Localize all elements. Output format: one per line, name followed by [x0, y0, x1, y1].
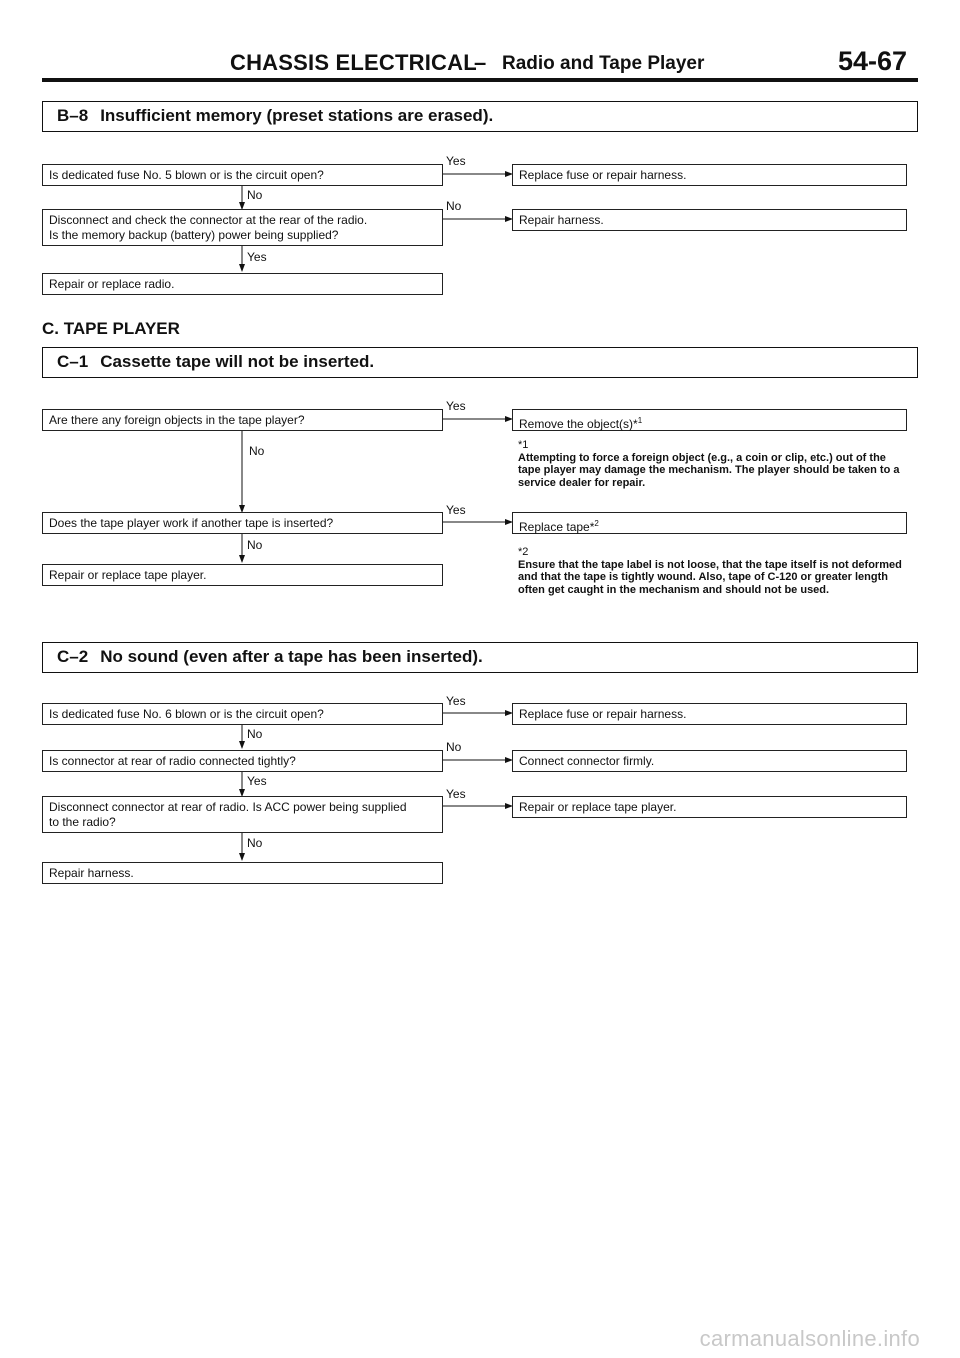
- b8-section-title: [42, 101, 918, 132]
- c1-question-2: Does the tape player work if another tape is inserted?: [42, 512, 443, 534]
- b8-question-1: Is dedicated fuse No. 5 blown or is the circuit open?: [42, 164, 443, 186]
- c2-yes-label-1: Yes: [446, 694, 466, 708]
- c1-answer-3: Repair or replace tape player.: [42, 564, 443, 586]
- c1-yes-label-1: Yes: [446, 399, 466, 413]
- c1-footnote-2: [518, 546, 910, 596]
- c2-question-2: Is connector at rear of radio connected tightly?: [42, 750, 443, 772]
- c2-code: C–2: [57, 647, 89, 666]
- b8-code: B–8: [57, 106, 89, 125]
- c1-title: Cassette tape will not be inserted.: [100, 352, 375, 371]
- c1-answer-1-footnote-ref: 1: [637, 416, 643, 425]
- c1-section-title: [42, 347, 918, 378]
- b8-question-2: [42, 209, 443, 246]
- c2-title: No sound (even after a tape has been inserted).: [100, 647, 483, 666]
- c1-question-1: Are there any foreign objects in the tape player?: [42, 409, 443, 431]
- c2-question-1: Is dedicated fuse No. 6 blown or is the circuit open?: [42, 703, 443, 725]
- c2-answer-3: Repair or replace tape player.: [512, 796, 907, 818]
- c1-footnote-1-mark: *1: [518, 439, 529, 451]
- c2-answer-4: Repair harness.: [42, 862, 443, 884]
- b8-no-label-1: No: [247, 188, 263, 202]
- c1-answer-1: [512, 409, 907, 431]
- section-title: Radio and Tape Player: [502, 53, 705, 74]
- b8-no-label-2: No: [446, 199, 462, 213]
- b8-answer-1: Replace fuse or repair harness.: [512, 164, 907, 186]
- c1-no-label-1: No: [249, 444, 265, 458]
- b8-answer-2: Repair harness.: [512, 209, 907, 231]
- c1-no-label-2: No: [247, 538, 263, 552]
- b8-question-2-line-1: Disconnect and check the connector at the rear of the radio.: [49, 213, 368, 227]
- c1-yes-label-2: Yes: [446, 503, 466, 517]
- b8-title: Insufficient memory (preset stations are erased).: [100, 106, 494, 125]
- tape-player-heading: C. TAPE PLAYER: [42, 319, 180, 338]
- c2-no-label-2: No: [446, 740, 462, 754]
- c1-footnote-2-text: Ensure that the tape label is not loose, that the tape itself is not deformed and that the tape is tightly wound. Also, tape of C-120 or greater length often get caught in the mechanism and should not be used.: [518, 558, 902, 596]
- c1-answer-2-footnote-ref: 2: [594, 519, 599, 528]
- c1-footnote-1: [518, 439, 910, 489]
- b8-question-2-line-2: Is the memory backup (battery) power being supplied?: [49, 228, 339, 242]
- site-watermark: carmanualsonline.info: [699, 1326, 920, 1351]
- c2-section-title: [42, 642, 918, 673]
- header-dash: –: [474, 50, 487, 75]
- c2-question-3-line-1: Disconnect connector at rear of radio. Is ACC power being supplied: [49, 800, 407, 814]
- c1-code: C–1: [57, 352, 89, 371]
- c2-yes-label-2: Yes: [247, 774, 267, 788]
- b8-yes-label-2: Yes: [247, 250, 267, 264]
- c2-question-3-line-2: to the radio?: [49, 815, 116, 829]
- page-number: 54-67: [838, 46, 908, 76]
- c2-answer-1: Replace fuse or repair harness.: [512, 703, 907, 725]
- c1-answer-1-text: Remove the object(s)*: [519, 417, 638, 431]
- c1-footnote-1-text: Attempting to force a foreign object (e.g., a coin or clip, etc.) out of the tape player may damage the mechanism. The player should be taken to a service dealer for repair.: [518, 451, 900, 489]
- c2-no-label-1: No: [247, 727, 263, 741]
- b8-answer-3: Repair or replace radio.: [42, 273, 443, 295]
- b8-yes-label-1: Yes: [446, 154, 466, 168]
- header-rule: [42, 78, 918, 82]
- c2-answer-2: Connect connector firmly.: [512, 750, 907, 772]
- c1-answer-2-text: Replace tape*: [519, 520, 595, 534]
- c2-yes-label-3: Yes: [446, 787, 466, 801]
- c2-no-label-3: No: [247, 836, 263, 850]
- c1-answer-2: [512, 512, 907, 534]
- chapter-title: CHASSIS ELECTRICAL: [230, 50, 477, 75]
- c1-footnote-2-mark: *2: [518, 546, 529, 558]
- c2-question-3: [42, 796, 443, 833]
